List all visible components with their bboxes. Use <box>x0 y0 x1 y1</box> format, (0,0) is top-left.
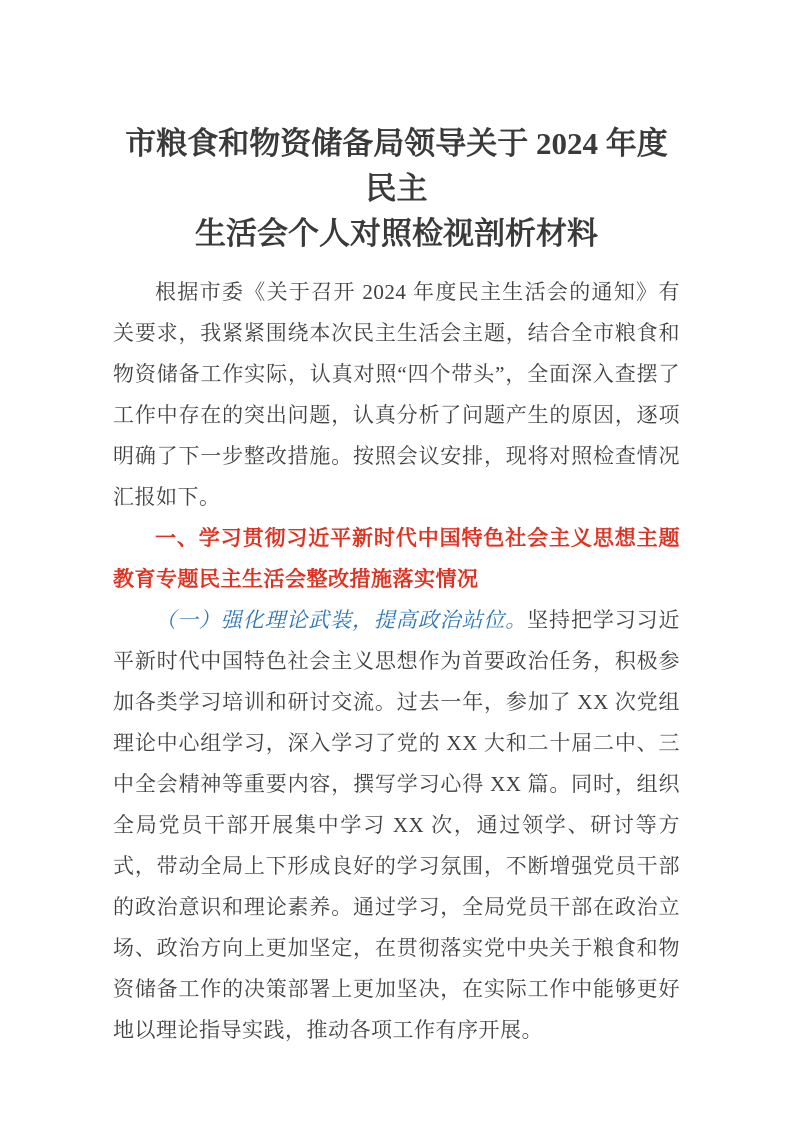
item-1-lead: （一）强化理论武装，提高政治站位。 <box>155 608 528 632</box>
title-line-1: 市粮食和物资储备局领导关于 2024 年度民主 <box>125 126 668 206</box>
item-1-body: 坚持把学习习近平新时代中国特色社会主义思想作为首要政治任务，积极参加各类学习培训和研讨交流。过去一年，参加了 XX 次党组理论中心组学习，深入学习了党的 XX 大和二十届二中、三中全会精神等重要内容，撰写学习心得 XX 篇。同时，组织全局党员干部开展集中学习 XX 次，通过领学、研讨等方式，带动全局上下形成良好的学习氛围，不断增强党员干部的政治意识和理论素养。通过学习，全局党员干部在政治立场、政治方向上更加坚定，在贯彻落实党中央关于粮食和物资储备工作的决策部署上更加坚决，在实际工作中能够更好地以理论指导实践，推动各项工作有序开展。 <box>113 608 681 1042</box>
intro-paragraph: 根据市委《关于召开 2024 年度民主生活会的通知》有关要求，我紧紧围绕本次民主生活会主题，结合全市粮食和物资储备工作实际，认真对照“四个带头”，全面深入查摆了工作中存在的突出问题，认真分析了问题产生的原因，逐项明确了下一步整改措施。按照会议安排，现将对照检查情况汇报如下。 <box>113 280 680 509</box>
section-1-heading: 一、学习贯彻习近平新时代中国特色社会主义思想主题教育专题民主生活会整改措施落实情况 <box>113 527 680 591</box>
title-line-2: 生活会个人对照检视剖析材料 <box>195 216 598 251</box>
document-body <box>113 272 680 1051</box>
document-title <box>113 121 680 256</box>
item-1-paragraph <box>113 600 680 1051</box>
